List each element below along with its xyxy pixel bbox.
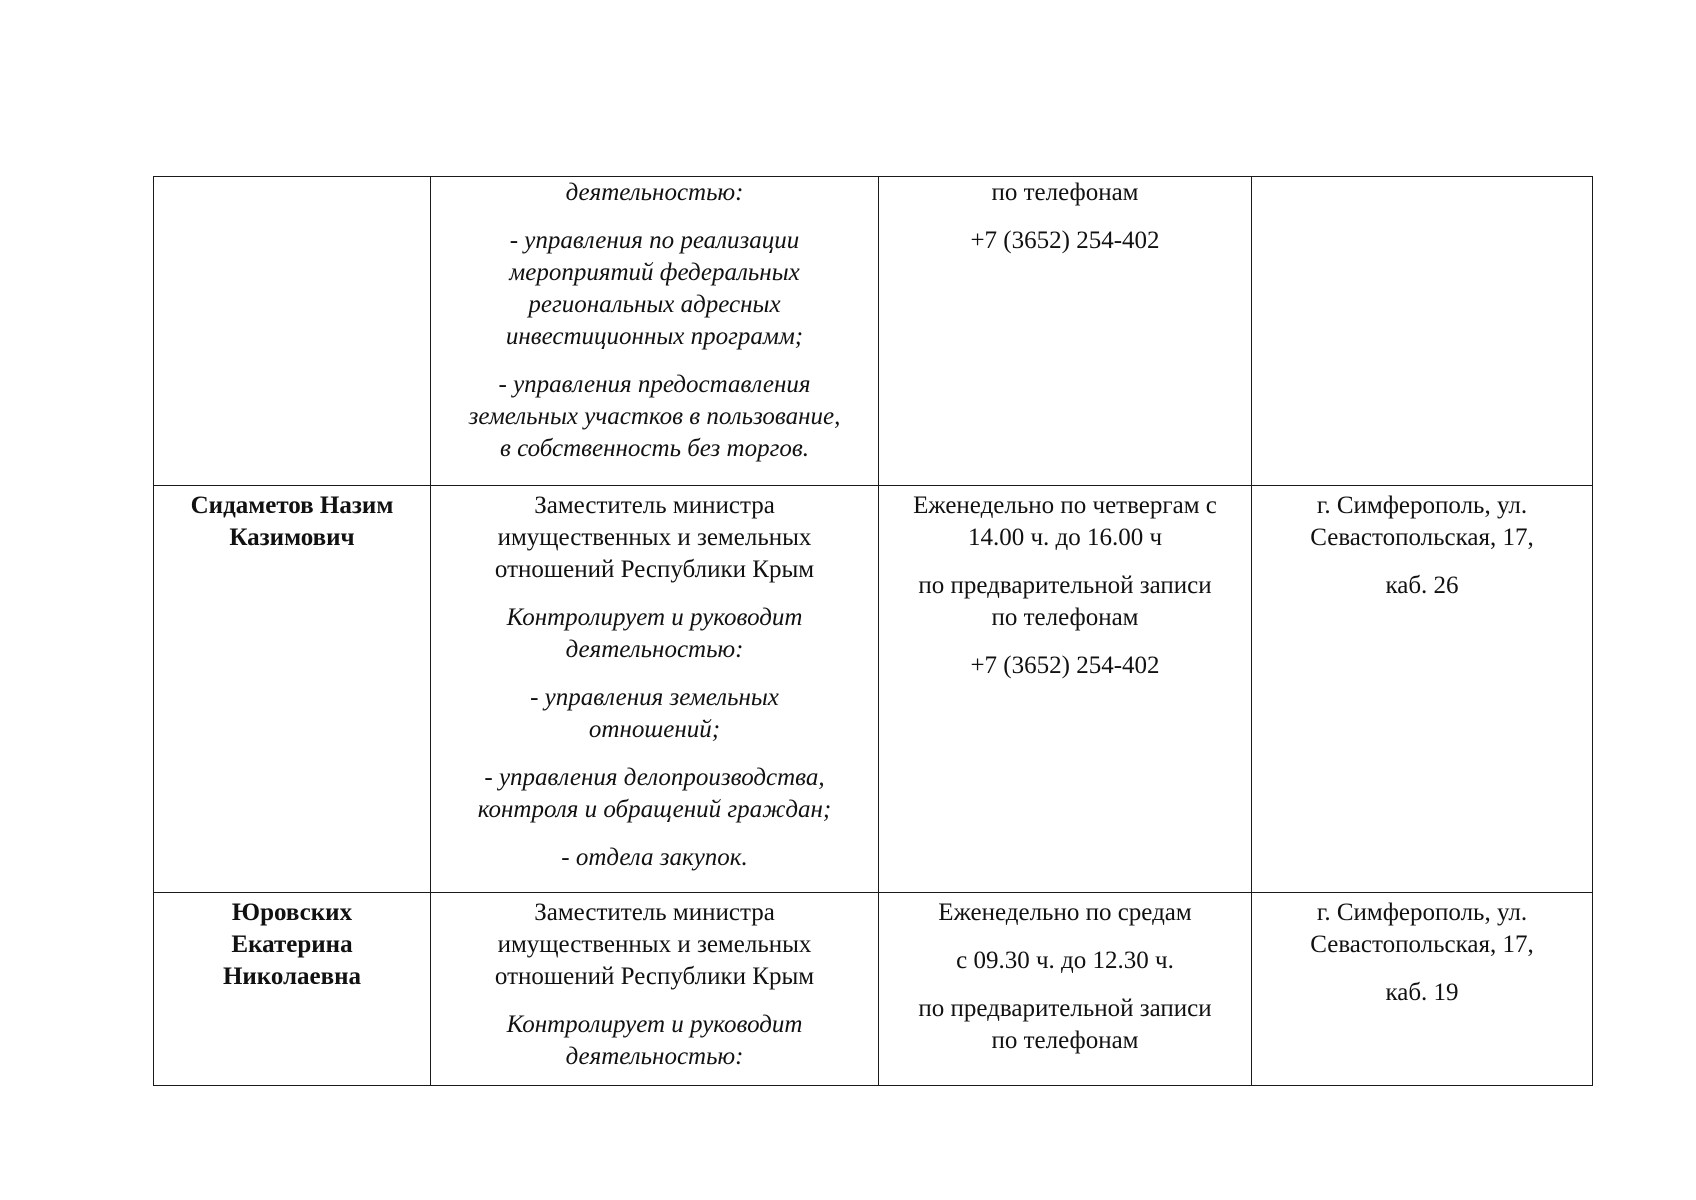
- table-row: [154, 486, 1593, 893]
- responsibility-item: - отдела закупок.: [561, 844, 748, 871]
- position-cell: [431, 177, 879, 486]
- schedule-phone-label: по телефонам: [991, 179, 1139, 206]
- table-row: [154, 177, 1593, 486]
- controls-heading: Контролирует и руководит деятельностью:: [506, 604, 803, 663]
- responsibility-item: - управления по реализации мероприятий федеральных региональных адресных инвестиционных программ;: [505, 227, 804, 350]
- schedule-day: Еженедельно по средам: [938, 899, 1192, 926]
- position-cell: [431, 486, 879, 893]
- position-cell: [431, 893, 879, 1086]
- address-cell: [1252, 893, 1593, 1086]
- position-title: Заместитель министра имущественных и земельных отношений Республики Крым: [494, 492, 815, 583]
- address-street: г. Симферополь, ул. Севастопольская, 17,: [1310, 899, 1534, 958]
- address-room: каб. 19: [1385, 979, 1459, 1006]
- schedule-phone-number: +7 (3652) 254-402: [970, 227, 1160, 254]
- schedule-phone-number: +7 (3652) 254-402: [970, 652, 1160, 679]
- name-cell: Юровских Екатерина Николаевна: [154, 893, 431, 1086]
- name-cell: Сидаметов Назим Казимович: [154, 486, 431, 893]
- address-cell: [1252, 486, 1593, 893]
- schedule-booking: по предварительной записи по телефонам: [918, 995, 1212, 1054]
- responsibility-item: - управления земельных отношений;: [530, 684, 779, 743]
- schedule-booking: по предварительной записи по телефонам: [918, 572, 1212, 631]
- controls-heading: Контролирует и руководит деятельностью:: [506, 1011, 803, 1070]
- position-title: Заместитель министра имущественных и земельных отношений Республики Крым: [494, 899, 815, 990]
- reception-schedule-table: [153, 176, 1593, 1086]
- responsibility-item: - управления делопроизводства, контроля и обращений граждан;: [477, 764, 832, 823]
- schedule-time: с 09.30 ч. до 12.30 ч.: [956, 947, 1174, 974]
- address-cell: [1252, 177, 1593, 486]
- responsibility-item: - управления предоставления земельных участков в пользование, в собственность без торгов.: [468, 371, 841, 462]
- schedule-cell: [879, 486, 1252, 893]
- schedule-cell: [879, 893, 1252, 1086]
- table-row: [154, 893, 1593, 1086]
- address-room: каб. 26: [1385, 572, 1459, 599]
- controls-heading: деятельностью:: [565, 179, 744, 206]
- schedule-cell: [879, 177, 1252, 486]
- address-street: г. Симферополь, ул. Севастопольская, 17,: [1310, 492, 1534, 551]
- name-cell: [154, 177, 431, 486]
- schedule-time: Еженедельно по четвергам с 14.00 ч. до 16.00 ч: [913, 492, 1217, 551]
